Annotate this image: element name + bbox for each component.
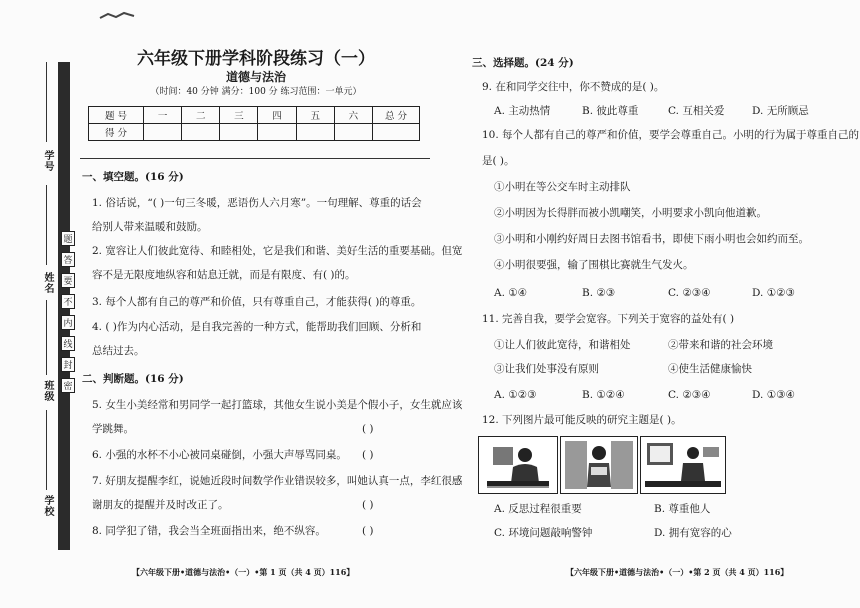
q9-option-b[interactable]: B. 彼此尊重 bbox=[582, 105, 639, 117]
table-cell: 一 bbox=[144, 107, 182, 124]
seal-char: 密 bbox=[61, 378, 74, 393]
q5-line1: 5. 女生小美经常和男同学一起打篮球，其他女生说小美是个假小子，女生就应该 bbox=[92, 399, 463, 411]
q12-picture-2 bbox=[560, 436, 638, 494]
label-class: 班级 bbox=[42, 380, 53, 402]
q10-item-3: ③小明和小刚约好周日去图书馆看书，即使下雨小明也会如约而至。 bbox=[494, 233, 809, 245]
q9-option-d[interactable]: D. 无所顾忌 bbox=[752, 105, 809, 117]
q11-option-a[interactable]: A. ①②③ bbox=[494, 389, 537, 401]
score-cell[interactable] bbox=[373, 124, 420, 141]
page1-footer: 【六年级下册•道德与法治•（一）•第 1 页（共 4 页）116】 bbox=[132, 567, 355, 577]
score-cell[interactable] bbox=[182, 124, 220, 141]
exam-info: （时间：40 分钟 满分：100 分 练习范围：一单元） bbox=[150, 87, 362, 97]
page-title: 六年级下册学科阶段练习（一） bbox=[137, 49, 375, 69]
q10-stem-line2: 是( )。 bbox=[482, 155, 515, 167]
q12-stem: 12. 下列图片最可能反映的研究主题是( )。 bbox=[482, 414, 682, 426]
q5-line2: 学跳舞。 bbox=[92, 423, 134, 435]
q1-line2: 给别人带来温暖和鼓励。 bbox=[92, 221, 208, 233]
q11-item-1: ①让人们彼此宽待，和谐相处 bbox=[494, 339, 631, 351]
table-cell: 六 bbox=[334, 107, 372, 124]
q7-answer-paren[interactable]: ( ) bbox=[362, 499, 374, 511]
page2-footer: 【六年级下册•道德与法治•（一）•第 2 页（共 4 页）116】 bbox=[566, 567, 789, 577]
table-cell: 三 bbox=[220, 107, 258, 124]
score-table-header bbox=[89, 107, 420, 124]
fill-line-student-id bbox=[46, 62, 47, 142]
score-table bbox=[88, 106, 420, 141]
q6-answer-paren[interactable]: ( ) bbox=[362, 449, 374, 461]
seal-notice bbox=[60, 230, 76, 394]
section3-heading: 三、选择题。(24 分) bbox=[472, 57, 574, 69]
q10-option-c[interactable]: C. ②③④ bbox=[668, 287, 711, 299]
q6-line: 6. 小强的水杯不小心被同桌碰倒，小强大声辱骂同桌。 bbox=[92, 449, 347, 461]
q12-option-c[interactable]: C. 环境问题敲响警钟 bbox=[494, 527, 593, 539]
q12-option-a[interactable]: A. 反思过程很重要 bbox=[494, 503, 582, 515]
q2-line2: 容不是无限度地纵容和姑息迁就，而是有限度、有( )的。 bbox=[92, 269, 356, 281]
q7-line2: 谢朋友的提醒并及时改正了。 bbox=[92, 499, 229, 511]
q9-option-c[interactable]: C. 互相关爱 bbox=[668, 105, 725, 117]
label-name: 姓名 bbox=[42, 272, 53, 294]
seal-char: 不 bbox=[61, 294, 74, 309]
q8-answer-paren[interactable]: ( ) bbox=[362, 525, 374, 537]
q11-option-b[interactable]: B. ①②④ bbox=[582, 389, 625, 401]
seal-char: 要 bbox=[61, 273, 74, 288]
q5-answer-paren[interactable]: ( ) bbox=[362, 423, 374, 435]
q12-option-b[interactable]: B. 尊重他人 bbox=[654, 503, 711, 515]
q12-picture-3 bbox=[640, 436, 726, 494]
q11-option-c[interactable]: C. ②③④ bbox=[668, 389, 711, 401]
q10-option-b[interactable]: B. ②③ bbox=[582, 287, 616, 299]
table-cell: 二 bbox=[182, 107, 220, 124]
fill-line-class bbox=[46, 300, 47, 375]
q2-line1: 2. 宽容让人们彼此宽待、和睦相处，它是我们和谐、美好生活的重要基础。但宽 bbox=[92, 245, 463, 257]
score-cell[interactable] bbox=[334, 124, 372, 141]
section2-heading: 二、判断题。(16 分) bbox=[82, 373, 184, 385]
stamp-mark bbox=[98, 10, 138, 22]
q10-option-d[interactable]: D. ①②③ bbox=[752, 287, 795, 299]
score-cell[interactable] bbox=[296, 124, 334, 141]
q11-item-3: ③让我们处事没有原则 bbox=[494, 363, 599, 375]
q4-line1: 4. ( )作为内心活动，是自我完善的一种方式，能帮助我们回顾、分析和 bbox=[92, 321, 422, 333]
q11-option-d[interactable]: D. ①③④ bbox=[752, 389, 795, 401]
score-table-row bbox=[89, 124, 420, 141]
seal-char: 题 bbox=[61, 231, 74, 246]
q11-stem: 11. 完善自我，要学会宽容。下列关于宽容的益处有( ) bbox=[482, 313, 735, 325]
table-cell: 五 bbox=[296, 107, 334, 124]
q10-item-1: ①小明在等公交车时主动排队 bbox=[494, 181, 631, 193]
q10-item-2: ②小明因为长得胖而被小凯嘲笑，小明要求小凯向他道歉。 bbox=[494, 207, 767, 219]
table-cell: 四 bbox=[258, 107, 296, 124]
table-cell: 得 分 bbox=[89, 124, 144, 141]
score-cell[interactable] bbox=[258, 124, 296, 141]
q10-item-4: ④小明很要强，输了围棋比赛就生气发火。 bbox=[494, 259, 694, 271]
seal-char: 封 bbox=[61, 357, 74, 372]
seal-char: 答 bbox=[61, 252, 74, 267]
q3-line: 3. 每个人都有自己的尊严和价值，只有尊重自己，才能获得( )的尊重。 bbox=[92, 296, 422, 308]
q9-option-a[interactable]: A. 主动热情 bbox=[494, 105, 551, 117]
q10-stem-line1: 10. 每个人都有自己的尊严和价值，要学会尊重自己。小明的行为属于尊重自己的 bbox=[482, 129, 860, 141]
q8-line: 8. 同学犯了错，我会当全班面指出来，绝不纵容。 bbox=[92, 525, 326, 537]
fill-line-school bbox=[46, 410, 47, 490]
q11-item-2: ②带来和谐的社会环境 bbox=[668, 339, 773, 351]
seal-char: 内 bbox=[61, 315, 74, 330]
q11-item-4: ④使生活健康愉快 bbox=[668, 363, 752, 375]
q9-stem: 9. 在和同学交往中，你不赞成的是( )。 bbox=[482, 81, 665, 93]
fill-line-name bbox=[46, 185, 47, 265]
q7-line1: 7. 好朋友提醒李红，说她近段时间数学作业错误较多，叫她认真一点，李红很感 bbox=[92, 475, 463, 487]
label-student-id: 学号 bbox=[42, 150, 53, 172]
divider bbox=[80, 158, 430, 159]
q1-line1: 1. 俗话说，“( )一句三冬暖，恶语伤人六月寒”。一句理解、尊重的话会 bbox=[92, 197, 422, 209]
table-cell: 总 分 bbox=[373, 107, 420, 124]
q4-line2: 总结过去。 bbox=[92, 345, 145, 357]
label-school: 学校 bbox=[42, 495, 53, 517]
section1-heading: 一、填空题。(16 分) bbox=[82, 171, 184, 183]
q10-option-a[interactable]: A. ①④ bbox=[494, 287, 528, 299]
score-cell[interactable] bbox=[144, 124, 182, 141]
subject-title: 道德与法治 bbox=[225, 70, 286, 84]
seal-char: 线 bbox=[61, 336, 74, 351]
table-cell: 题 号 bbox=[89, 107, 144, 124]
q12-option-d[interactable]: D. 拥有宽容的心 bbox=[654, 527, 732, 539]
q12-picture-1 bbox=[478, 436, 558, 494]
score-cell[interactable] bbox=[220, 124, 258, 141]
